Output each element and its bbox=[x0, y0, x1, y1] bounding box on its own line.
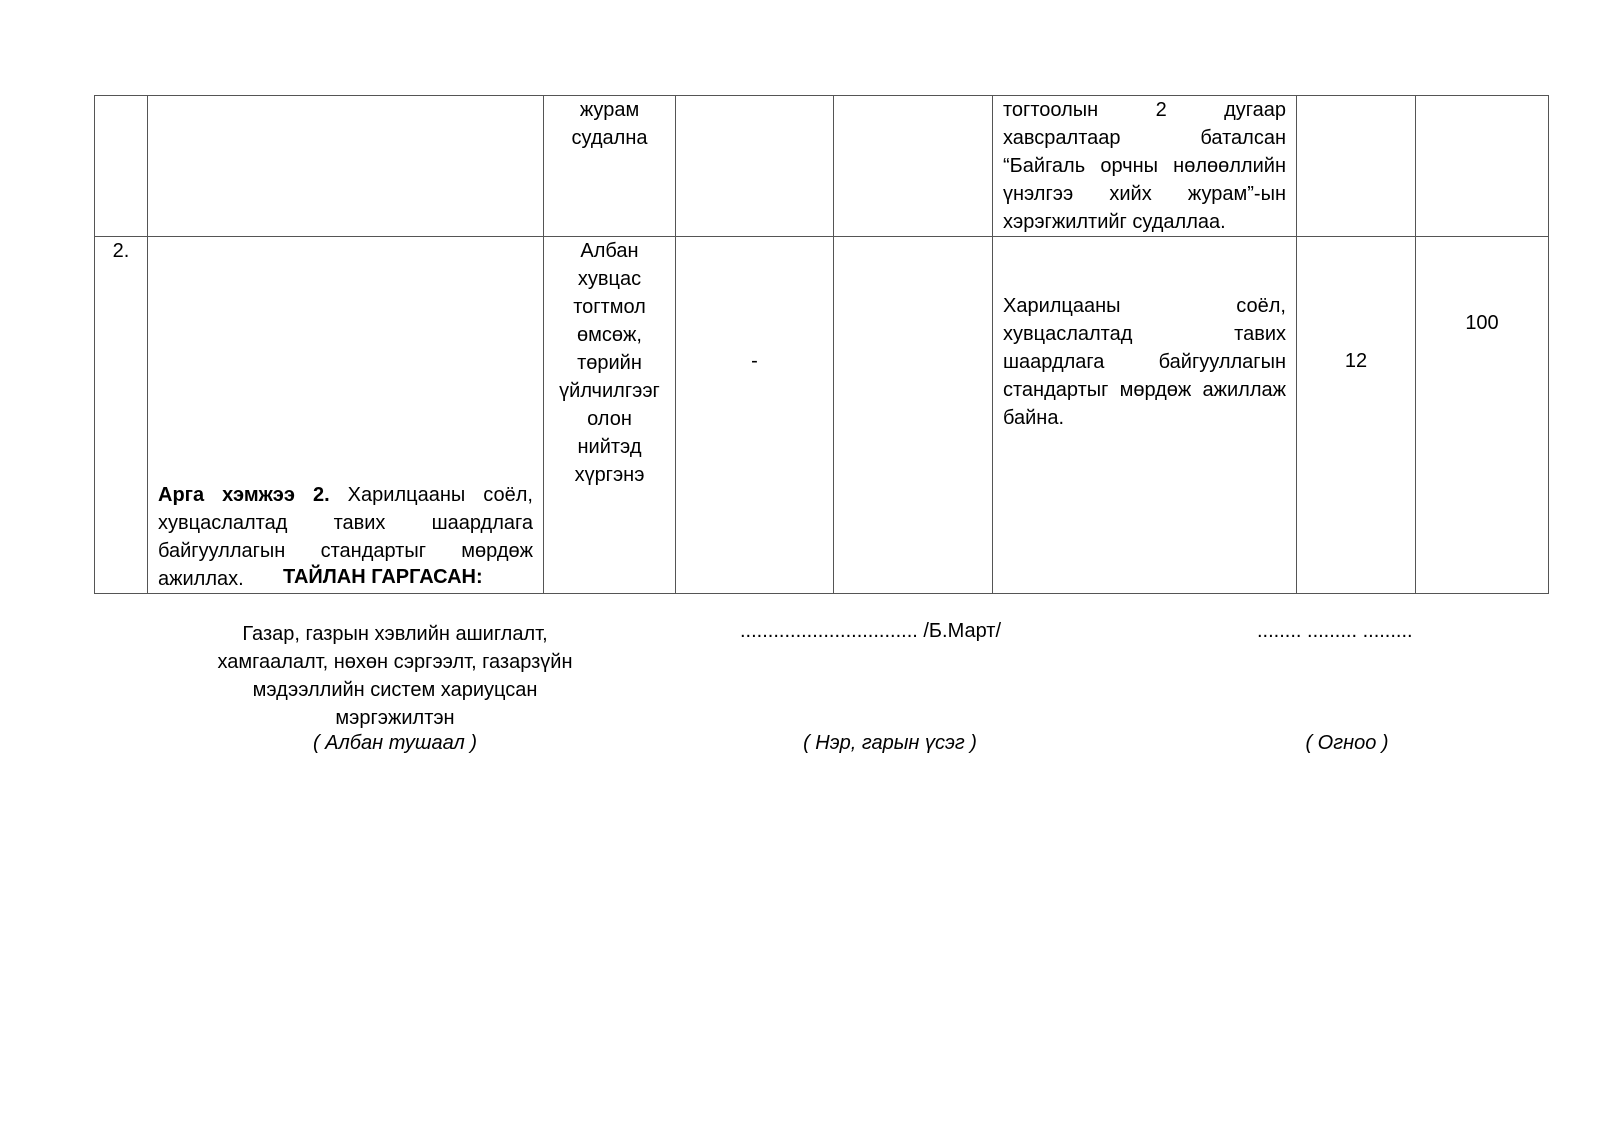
cell-col7: 12 bbox=[1297, 237, 1416, 594]
cell-activity: журам судална bbox=[544, 96, 676, 237]
name-signature-line: ................................ /Б.Март/ bbox=[740, 620, 1002, 642]
cell-col7 bbox=[1297, 96, 1416, 237]
cell-col8 bbox=[1416, 96, 1549, 237]
cell-number bbox=[95, 96, 148, 237]
cell-result: Харилцааны соёл, хувцаслалтад тавих шаардлага байгууллагын стандартыг мөрдөж ажиллаж байна. bbox=[993, 237, 1297, 594]
cell-result: тогтоолын 2 дугаар хавсралтаар баталсан “Байгаль орчны нөлөөллийн үнэлгээ хийх журам”-ын хэрэгжилтийг судаллаа. bbox=[993, 96, 1297, 237]
date-caption: ( Огноо ) bbox=[1305, 732, 1389, 754]
table-row bbox=[95, 237, 1549, 594]
cell-col5 bbox=[834, 237, 993, 594]
measure-label: Арга хэмжээ 2. bbox=[158, 484, 330, 506]
report-table bbox=[94, 95, 1549, 594]
table-row bbox=[95, 96, 1549, 237]
cell-measure bbox=[148, 96, 544, 237]
date-line: ........ ......... ......... bbox=[1257, 620, 1413, 642]
cell-measure bbox=[148, 237, 544, 594]
position-caption: ( Албан тушаал ) bbox=[312, 732, 478, 754]
report-author-title: ТАЙЛАН ГАРГАСАН: bbox=[283, 566, 483, 588]
cell-number: 2. bbox=[95, 237, 148, 594]
position-text: Газар, газрын хэвлийн ашиглалт, хамгаалалт, нөхөн сэргээлт, газарзүйн мэдээллийн систем хариуцсан мэргэжилтэн bbox=[217, 623, 573, 729]
cell-col5 bbox=[834, 96, 993, 237]
name-caption: ( Нэр, гарын үсэг ) bbox=[803, 732, 977, 754]
cell-col4 bbox=[676, 96, 834, 237]
cell-col8: 100 bbox=[1416, 237, 1549, 594]
measure-text: Харилцааны соёл, хувцаслалтад тавих шаардлага байгууллагын стандартыг мөрдөж ажиллах. bbox=[158, 484, 533, 590]
cell-col4: - bbox=[676, 237, 834, 594]
cell-activity: Албан хувцас тогтмол өмсөж, төрийн үйлчилгээг олон нийтэд хүргэнэ bbox=[544, 237, 676, 594]
